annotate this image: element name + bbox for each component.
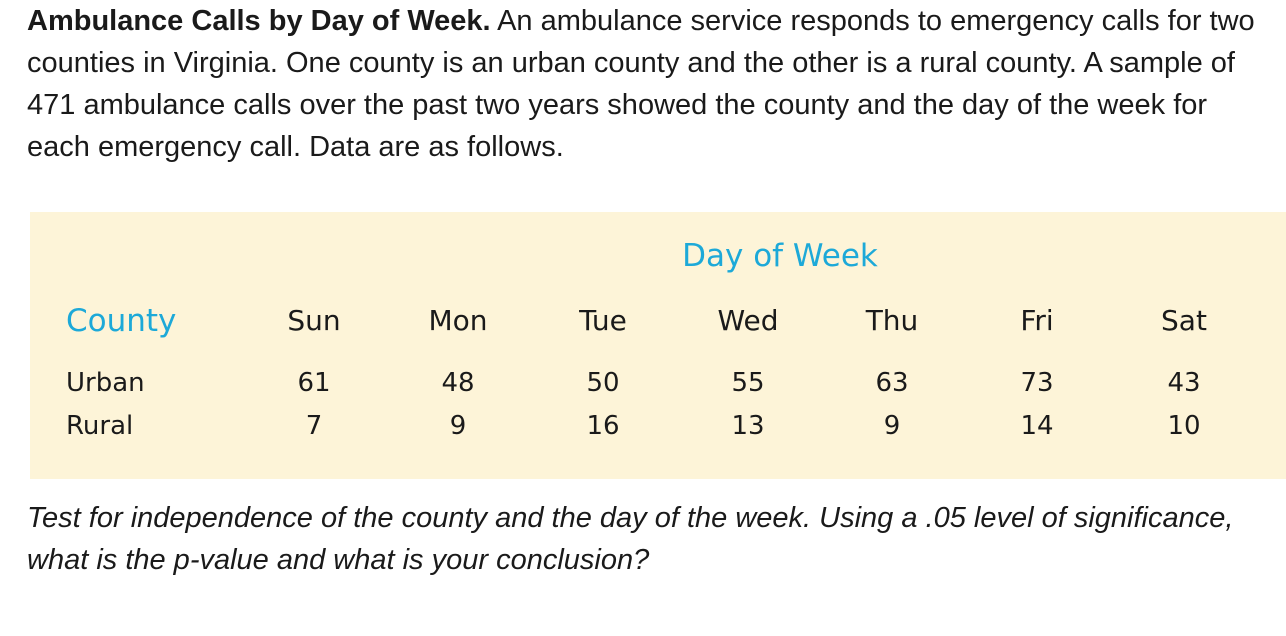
cell-urban-tue: 50 [586,368,620,398]
column-header-tue: Tue [579,304,627,337]
column-header-mon: Mon [428,304,488,337]
cell-rural-wed: 13 [731,411,765,441]
column-header-fri: Fri [1020,304,1054,337]
row-label-rural: Rural [66,411,134,441]
county-header: County [66,303,177,339]
column-header-wed: Wed [717,304,779,337]
column-header-thu: Thu [865,304,919,337]
cell-urban-fri: 73 [1020,368,1054,398]
cell-urban-wed: 55 [731,368,765,398]
cell-urban-sat: 43 [1167,368,1201,398]
column-header-sun: Sun [287,304,341,337]
cell-rural-tue: 16 [586,411,620,441]
cell-urban-thu: 63 [875,368,909,398]
row-label-urban: Urban [66,368,145,398]
data-table [30,212,1286,479]
problem-description: An ambulance service responds to emergency calls for two counties in Virginia. One county is an urban county and the other is a rural county. A sample of 471 ambulance calls over the past two years showed the county and the day of the week for each emergency call. Data are as follows. [27,5,1255,163]
cell-rural-fri: 14 [1020,411,1054,441]
column-header-sat: Sat [1161,304,1207,337]
day-of-week-header: Day of Week [682,238,878,274]
cell-rural-mon: 9 [449,411,467,441]
problem-statement [27,0,1267,168]
cell-rural-sun: 7 [305,411,323,441]
problem-title: Ambulance Calls by Day of Week. [27,5,491,37]
question-text: Test for independence of the county and the day of the week. Using a .05 level of significance, what is the p-value and what is your conclusion? [27,502,1234,576]
cell-rural-thu: 9 [883,411,901,441]
cell-rural-sat: 10 [1167,411,1201,441]
cell-urban-mon: 48 [441,368,475,398]
cell-urban-sun: 61 [297,368,331,398]
